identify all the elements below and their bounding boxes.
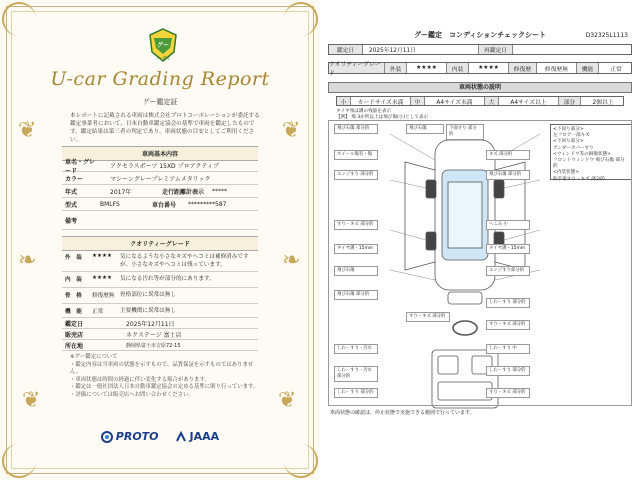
address-row bbox=[62, 340, 258, 351]
damage-label: 飛び石傷 bbox=[334, 266, 378, 276]
goo-kantei-badge-icon bbox=[148, 28, 178, 62]
diagram-frame bbox=[328, 120, 632, 406]
chassis-label: 車台番号 bbox=[152, 202, 177, 209]
partner-logos bbox=[0, 430, 320, 443]
year-row bbox=[62, 186, 258, 198]
grade-desc: 気になる汚れ等が部分的にあります。 bbox=[120, 276, 215, 282]
interior-label: 内装 bbox=[447, 63, 469, 73]
ornament-swirl-icon: ❦ bbox=[22, 388, 41, 413]
address-label: 所在地 bbox=[65, 342, 84, 350]
grade-desc: 骨格部位に異常は無し bbox=[120, 292, 176, 298]
grade-row-exterior bbox=[62, 250, 258, 272]
damage-label: しわ・すり・汚れ bbox=[334, 344, 378, 354]
damage-label: エッジすり部分的 bbox=[486, 266, 530, 276]
type-label: 型式 bbox=[65, 202, 78, 209]
damage-label: キズ 部分的 bbox=[486, 150, 530, 160]
certificate-notes bbox=[70, 354, 260, 400]
ornament-swirl-icon: ❦ bbox=[282, 118, 301, 143]
note-line: ・鑑定内容は当車両の状態を示すもので、品質保証を示すものではありません。 bbox=[70, 361, 254, 376]
date-label: 鑑定日 bbox=[329, 45, 363, 54]
damage-label: すり・キズ 部分的 bbox=[486, 388, 530, 398]
svg-text:グー鑑定: グー鑑定 bbox=[155, 56, 171, 60]
damage-label: タイヤ溝・15mm bbox=[334, 244, 378, 254]
grade-label: 機 能 bbox=[65, 309, 82, 315]
size-large-label: 大 bbox=[485, 97, 499, 105]
ornament-swirl-icon: ❧ bbox=[18, 248, 37, 273]
color-value: マシーングレープレミアムメタリック bbox=[110, 176, 211, 183]
grade-stars: 正常 bbox=[92, 309, 104, 315]
grade-stars: 修復歴無 bbox=[92, 293, 115, 299]
card-size-label: カードサイズ未満 bbox=[351, 97, 411, 105]
damage-label: ホイール傷有・傷 bbox=[334, 150, 378, 160]
grade-desc: 主要機関に異常は無し bbox=[120, 308, 176, 314]
chassis-value: *********587 bbox=[188, 201, 227, 208]
grade-table bbox=[328, 62, 632, 77]
damage-label: すり・キズ 部分的 bbox=[486, 320, 530, 330]
side-note: <下回り部分> bbox=[553, 139, 584, 145]
ornament-corner bbox=[284, 444, 318, 478]
proto-logo bbox=[101, 430, 159, 443]
date-value: 2025年12月11日 bbox=[363, 45, 479, 54]
damage-label: しわ・すり 部分的 bbox=[486, 298, 530, 308]
color-row bbox=[62, 173, 258, 185]
inspection-date-label: 鑑定日 bbox=[65, 320, 84, 328]
proto-mark-icon bbox=[101, 431, 113, 443]
reexam-label: 再鑑定日 bbox=[479, 45, 513, 54]
size-medium-label: 中 bbox=[411, 97, 425, 105]
shop-label: 販売店 bbox=[65, 331, 84, 339]
mileage-label: 走行距離計表示 bbox=[162, 189, 205, 196]
sheet-title: グー鑑定 コンディションチェックシート bbox=[413, 31, 547, 39]
side-note: 助手席すり・キズ 部分的 bbox=[553, 176, 605, 182]
interior-value: ★★★★ bbox=[469, 63, 509, 73]
damage-label: 飛び石傷 部分的 bbox=[486, 170, 530, 180]
svg-text:グー: グー bbox=[156, 42, 170, 49]
damage-label: 飛び石傷 部分的 bbox=[334, 290, 378, 300]
vehicle-state-band: 車両状態の説明 bbox=[328, 82, 632, 93]
address-value: 静岡県富士市吉原72-15 bbox=[126, 342, 181, 349]
basic-info-heading: 車両基本内容 bbox=[62, 146, 258, 161]
notes-title: ※グー鑑定について bbox=[70, 354, 118, 360]
sheet-footer: 車両状態の確認は、停止状態で実施できる範囲で行っています。 bbox=[330, 410, 475, 416]
grade-label: 骨 格 bbox=[65, 293, 82, 299]
grade-row-interior bbox=[62, 272, 258, 288]
grade-stars: ★★★★ bbox=[92, 253, 113, 259]
ornament-swirl-icon: ❦ bbox=[18, 118, 37, 143]
inspection-date-row bbox=[62, 318, 258, 329]
damage-label: すり・キズ 部分的 bbox=[406, 312, 450, 322]
side-note: <下回り部分> bbox=[553, 127, 584, 132]
damage-label: しわ・すり 部分的 bbox=[334, 388, 378, 398]
damage-label: 下面すり 部分的 bbox=[446, 124, 484, 140]
damage-label: しわ・すり 部分的 bbox=[486, 366, 530, 376]
damage-label: すり・キズ 部分的 bbox=[334, 220, 378, 230]
chip-note: 【例】 飛 3か所以上は飛び傷(小)として表示 bbox=[336, 115, 429, 120]
damage-label: へこみ 小 bbox=[486, 220, 530, 230]
grade-stars: ★★★★ bbox=[92, 275, 113, 281]
side-note: <ウィンドウ等の損傷状態> bbox=[553, 151, 611, 157]
date-table bbox=[328, 44, 632, 55]
mileage-value: ***** bbox=[212, 188, 227, 195]
grading-report-title: U-car Grading Report bbox=[50, 68, 270, 90]
model-row bbox=[62, 158, 258, 175]
remarks-label: 備考 bbox=[65, 218, 78, 225]
side-note: 左フロア一部キズ bbox=[553, 133, 590, 139]
repair-label: 修復歴 bbox=[509, 63, 537, 73]
exterior-value: ★★★★ bbox=[407, 63, 447, 73]
damage-label: しわ・すり・汚れ 部分的 bbox=[334, 366, 378, 382]
remarks-row bbox=[62, 212, 258, 230]
grade-desc: 気になるような小さなキズやヘコミは補修済みですが、小さなキズやヘコミは残っています。 bbox=[120, 254, 249, 268]
side-note: アンダーカバーすり bbox=[553, 145, 594, 151]
note-line: ・評価については販売店へお問い合わせください。 bbox=[70, 391, 194, 398]
jaaa-mark-icon bbox=[175, 431, 187, 443]
tire-note: タイヤ残は溝の残量を表示 bbox=[336, 109, 392, 114]
inspection-date-value: 2025年12月11日 bbox=[126, 320, 175, 328]
repair-value: 修復歴無 bbox=[537, 63, 577, 73]
jaaa-logo bbox=[175, 430, 220, 443]
certificate-intro: 本レポートに記載される車両は株式会社プロトコーポレーションが委託する鑑定事業者において、日本自動車鑑定協会の基準で車両を鑑定したものです。鑑定結果は第三者の判定であり、車両状態の目安としてご利用ください。 bbox=[70, 113, 260, 143]
model-label: 車名・グレード bbox=[65, 158, 96, 175]
grade-row-function bbox=[62, 304, 258, 318]
year-label: 年式 bbox=[65, 189, 78, 196]
function-label: 機能 bbox=[577, 63, 599, 73]
year-value: 2017年 bbox=[110, 189, 132, 196]
parts-count-label: 2個以上 bbox=[592, 99, 614, 106]
proto-logo-text: PROTO bbox=[115, 430, 159, 443]
damage-label: タイヤ溝・15mm bbox=[486, 244, 530, 254]
exterior-label: 外装 bbox=[385, 63, 407, 73]
jaaa-logo-text: JAAA bbox=[189, 430, 220, 443]
ornament-swirl-icon: ❦ bbox=[278, 388, 297, 413]
a4-size-label: A4サイズ未満 bbox=[425, 97, 485, 105]
certificate-subtitle: グー鑑定証 bbox=[142, 98, 178, 106]
type-value: BMLFS bbox=[100, 201, 120, 208]
damage-label: 飛び石傷 bbox=[406, 124, 444, 134]
ornament-corner bbox=[2, 444, 36, 478]
note-line: ・鑑定は一般社団法人日本自動車鑑定協会の定める基準に則り行っています。 bbox=[70, 384, 259, 391]
quality-grade-heading: クオリティーグレード bbox=[62, 236, 258, 251]
ornament-corner bbox=[2, 2, 36, 36]
sheet-id: D32325L1113 bbox=[585, 32, 628, 39]
size-legend bbox=[336, 96, 624, 106]
side-note: <内装状態> bbox=[553, 170, 580, 176]
quality-label: クオリティーグレード bbox=[329, 63, 385, 73]
ornament-corner bbox=[284, 2, 318, 36]
model-value: アクセラスポーツ 15XD プロアクティブ bbox=[110, 163, 219, 170]
grade-row-frame bbox=[62, 288, 258, 304]
shop-value: ネクステージ 富士店 bbox=[126, 331, 182, 339]
damage-label: 飛び石傷 部分的 bbox=[334, 124, 378, 134]
a4-over-label: A4サイズ以上 bbox=[499, 97, 559, 105]
color-label: カラー bbox=[65, 176, 84, 183]
damage-label: エッジすり 部分的 bbox=[334, 170, 378, 180]
grade-label: 内 装 bbox=[65, 277, 82, 283]
ornament-swirl-icon: ❧ bbox=[282, 248, 301, 273]
size-small-label: 小 bbox=[337, 97, 351, 105]
grade-label: 外 装 bbox=[65, 255, 82, 261]
shop-row bbox=[62, 329, 258, 340]
parts-label: 部分 bbox=[559, 97, 581, 105]
function-value: 正常 bbox=[610, 66, 622, 73]
side-note: フロントウィンドウ 飛び石傷 部分的 bbox=[553, 158, 625, 170]
damage-label: しわ・すり 中 bbox=[486, 344, 530, 354]
note-line: ・車両状態は時間の経過に伴い変化する場合があります。 bbox=[70, 376, 210, 383]
type-row bbox=[62, 199, 258, 211]
condition-check-sheet bbox=[320, 0, 640, 480]
